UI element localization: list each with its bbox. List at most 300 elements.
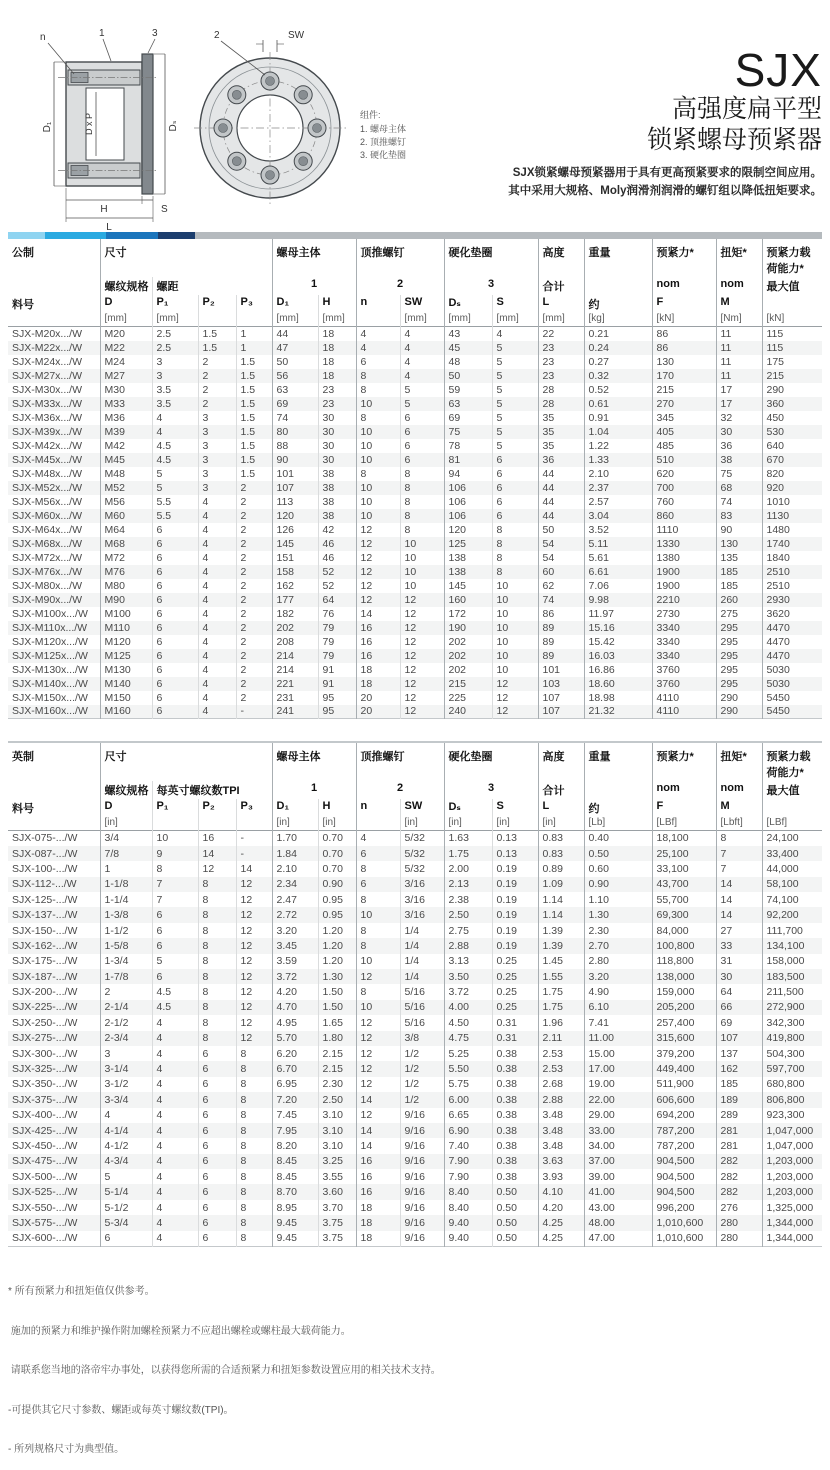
value-cell: 1.96 [538,1015,584,1030]
value-cell: 8 [236,1184,272,1199]
value-cell: 29.00 [584,1108,652,1123]
value-cell: 2 [236,677,272,691]
value-cell: 115 [762,341,822,355]
header-preload-group: 预紧力* [652,239,716,277]
value-cell: 4-1/4 [100,1123,152,1138]
value-cell: 2 [236,579,272,593]
value-cell: 89 [538,635,584,649]
value-cell: 530 [762,425,822,439]
table-row [8,467,822,481]
value-cell: 5 [400,397,444,411]
value-cell: 6.95 [272,1077,318,1092]
table-row [8,383,822,397]
value-cell: 996,200 [652,1200,716,1215]
value-cell: 1.5 [236,411,272,425]
value-cell: 10 [492,607,538,621]
value-cell: 34.00 [584,1138,652,1153]
value-cell: 30 [318,439,356,453]
label-l: L [106,222,112,232]
value-cell: 4470 [762,649,822,663]
value-cell: 8 [198,969,236,984]
value-cell: 14 [716,892,762,907]
product-description [508,165,822,201]
table-row [8,1077,822,1092]
value-cell: M110 [100,621,152,635]
value-cell: 113 [272,495,318,509]
value-cell: 4 [198,579,236,593]
unit-cell: [Nm] [716,313,762,327]
part-number-cell: SJX-M160x.../W [12,705,88,718]
value-cell: 787,200 [652,1138,716,1153]
value-cell: 9.98 [584,593,652,607]
value-cell: 91 [318,663,356,677]
value-cell: 45 [444,341,492,355]
part-number-cell: SJX-M30x.../W [12,383,83,396]
value-cell: 6.20 [272,1046,318,1061]
value-cell: 12 [356,537,400,551]
value-cell: 33,400 [762,846,822,861]
value-cell: 62 [538,579,584,593]
value-cell: 208 [272,635,318,649]
value-cell: 9/16 [400,1200,444,1215]
value-cell: 35 [538,439,584,453]
unit-cell: [mm] [272,313,318,327]
value-cell: 0.38 [492,1169,538,1184]
value-cell: 4.95 [272,1015,318,1030]
legend-item: 1. 螺母主体 [360,124,407,134]
value-cell: 3.48 [538,1108,584,1123]
value-cell: 1900 [652,579,716,593]
table-row [8,327,822,341]
value-cell: 2.15 [318,1046,356,1061]
value-cell: 2210 [652,593,716,607]
value-cell: 214 [272,663,318,677]
value-cell: 3.13 [444,954,492,969]
value-cell: 3.10 [318,1138,356,1153]
unit-cell: [Lb] [584,817,652,831]
value-cell: 12 [400,635,444,649]
value-cell: 88 [272,439,318,453]
value-cell: 2 [198,369,236,383]
header-tpi: 每英寸螺纹数TPI [152,781,272,799]
value-cell: 2.68 [538,1077,584,1092]
header-system: 英制 [12,751,34,763]
section-view-drawing [40,28,179,232]
table-row [8,593,822,607]
value-cell: 485 [652,439,716,453]
value-cell: 69 [444,411,492,425]
value-cell: 12 [356,1015,400,1030]
header-blank [584,277,652,295]
unit-cell: [in] [492,817,538,831]
value-cell: M100 [100,607,152,621]
value-cell: 202 [444,649,492,663]
value-cell: 1,203,000 [762,1169,822,1184]
unit-blank [8,313,100,327]
value-cell: 182 [272,607,318,621]
part-number-cell: SJX-M22x.../W [12,341,83,354]
value-cell: 16 [356,649,400,663]
value-cell: 30 [716,425,762,439]
value-cell: 12 [492,677,538,691]
value-cell: 6.00 [444,1092,492,1107]
value-cell: 5 [492,425,538,439]
value-cell: 2.88 [538,1092,584,1107]
imperial-table-header [8,743,822,831]
value-cell: 106 [444,481,492,495]
label-part3: 3 [152,28,158,39]
value-cell: 30 [716,969,762,984]
value-cell: 1,047,000 [762,1123,822,1138]
value-cell: 22.00 [584,1092,652,1107]
value-cell: 6 [400,453,444,467]
header-col-M: M [716,799,762,817]
value-cell: 158 [272,565,318,579]
value-cell: M48 [100,467,152,481]
value-cell: 30 [318,453,356,467]
value-cell: 3.10 [318,1123,356,1138]
header-col-H: H [318,799,356,817]
value-cell: 6 [152,705,198,719]
value-cell: M64 [100,523,152,537]
value-cell: 6 [400,425,444,439]
value-cell: 1/2 [400,1061,444,1076]
value-cell: 2 [198,355,236,369]
value-cell: 280 [716,1215,762,1230]
value-cell: 3.20 [584,969,652,984]
value-cell: 1380 [652,551,716,565]
value-cell: 8 [236,1123,272,1138]
value-cell: 3.45 [272,938,318,953]
part-number-cell: SJX-M42x.../W [12,439,83,452]
value-cell: 33 [716,938,762,953]
value-cell: 8 [356,467,400,481]
part-number-cell: SJX-200-.../W [12,986,78,999]
value-cell: 4 [152,1092,198,1107]
value-cell: 6 [492,467,538,481]
table-row [8,938,822,953]
value-cell: 69 [716,1015,762,1030]
value-cell: 6 [152,523,198,537]
label-h: H [100,204,108,215]
header-col-max [762,295,822,313]
header-callout-2: 2 [356,277,444,295]
value-cell: 89 [538,649,584,663]
value-cell: 0.19 [492,877,538,892]
value-cell: 12 [236,1031,272,1046]
value-cell: 24,100 [762,831,822,846]
value-cell: 44 [538,481,584,495]
value-cell: 69,300 [652,907,716,922]
value-cell: 2 [236,663,272,677]
part-number-cell: SJX-M76x.../W [12,565,83,578]
value-cell: 5-1/4 [100,1184,152,1199]
value-cell: 3.75 [318,1215,356,1230]
value-cell: 1840 [762,551,822,565]
value-cell: 11 [716,355,762,369]
value-cell: 4 [198,523,236,537]
value-cell: 6 [152,649,198,663]
value-cell: 1.5 [236,355,272,369]
value-cell: 0.70 [318,831,356,846]
value-cell: 3 [198,453,236,467]
value-cell: 1/2 [400,1046,444,1061]
value-cell: 5 [100,1169,152,1184]
header-max: 最大值 [762,781,822,799]
drawing-svg [8,24,438,232]
value-cell: 125 [444,537,492,551]
value-cell: 68 [716,481,762,495]
value-cell: 145 [444,579,492,593]
table-row [8,481,822,495]
value-cell: 3760 [652,677,716,691]
value-cell: 4-1/2 [100,1138,152,1153]
value-cell: 9/16 [400,1108,444,1123]
value-cell: 1.22 [584,439,652,453]
value-cell: 1.55 [538,969,584,984]
value-cell: 1,344,000 [762,1215,822,1230]
value-cell: 56 [272,369,318,383]
value-cell: 16 [356,621,400,635]
value-cell: 2 [236,523,272,537]
value-cell: 18 [318,327,356,341]
unit-cell: [mm] [538,313,584,327]
value-cell: 2.34 [272,877,318,892]
value-cell: 8 [236,1200,272,1215]
value-cell: 2 [236,593,272,607]
value-cell: 860 [652,509,716,523]
value-cell: 1.5 [236,369,272,383]
value-cell: M27 [100,369,152,383]
value-cell: 6 [152,635,198,649]
part-number-cell: SJX-M130x.../W [12,663,88,676]
part-number-cell: SJX-M36x.../W [12,411,83,424]
unit-cell: [mm] [400,313,444,327]
value-cell: 2.15 [318,1061,356,1076]
value-cell: 1330 [652,537,716,551]
value-cell: 0.25 [492,984,538,999]
value-cell: 240 [444,705,492,719]
value-cell: 1.14 [538,907,584,922]
part-number-cell: SJX-M60x.../W [12,509,83,522]
label-dxp: D x P [84,112,94,136]
value-cell: 33,100 [652,861,716,876]
value-cell: 3760 [652,663,716,677]
label-n: n [40,32,46,43]
value-cell: 0.38 [492,1077,538,1092]
value-cell: 118,800 [652,954,716,969]
value-cell: 6 [198,1200,236,1215]
unit-cell: [mm] [100,313,152,327]
value-cell: 5450 [762,691,822,705]
value-cell: 597,700 [762,1061,822,1076]
value-cell: 231 [272,691,318,705]
value-cell: 1.70 [272,831,318,846]
value-cell: 35 [538,425,584,439]
value-cell: 20 [356,705,400,719]
value-cell: 3-3/4 [100,1092,152,1107]
value-cell: 6 [152,969,198,984]
value-cell: 0.25 [492,954,538,969]
value-cell: 4 [152,1077,198,1092]
value-cell: 3.59 [272,954,318,969]
part-number-cell: SJX-M33x.../W [12,397,83,410]
header-col-n: n [356,295,400,313]
value-cell: 5.61 [584,551,652,565]
value-cell: 47.00 [584,1231,652,1246]
value-cell: 3-1/4 [100,1061,152,1076]
table-row [8,579,822,593]
value-cell: 6 [400,411,444,425]
part-number-cell: SJX-M56x.../W [12,495,83,508]
value-cell: 12 [356,1077,400,1092]
value-cell: 134,100 [762,938,822,953]
header-nut-body-group: 螺母主体 [272,239,356,277]
value-cell: 38 [318,467,356,481]
value-cell: 17 [716,397,762,411]
value-cell: 1.5 [236,467,272,481]
value-cell: 1.5 [236,439,272,453]
value-cell: 5 [492,341,538,355]
table-row [8,453,822,467]
value-cell: 3 [152,355,198,369]
value-cell: 0.91 [584,411,652,425]
value-cell: 14 [356,1092,400,1107]
value-cell: 38 [318,495,356,509]
value-cell: 1.50 [318,1000,356,1015]
value-cell: 14 [356,1123,400,1138]
footnotes [8,1259,822,1470]
value-cell: 8 [236,1231,272,1246]
value-cell: 12 [492,691,538,705]
header-height-group: 高度 [538,239,584,277]
table-row [8,1184,822,1199]
table-row [8,523,822,537]
value-cell: 94 [444,467,492,481]
part-number-cell: SJX-137-.../W [12,909,78,922]
header-total: 合计 [538,277,584,295]
value-cell: 44 [538,495,584,509]
value-cell: 5 [492,369,538,383]
value-cell: 0.61 [584,397,652,411]
header-col-P1: P₁ [152,295,198,313]
value-cell: 185 [716,565,762,579]
table-row [8,663,822,677]
value-cell: 4 [492,327,538,341]
value-cell: 8 [400,467,444,481]
value-cell: - [236,831,272,846]
value-cell: 10 [400,537,444,551]
value-cell: 6 [198,1215,236,1230]
value-cell: M150 [100,691,152,705]
value-cell: 4 [152,1184,198,1199]
value-cell: 1.5 [198,327,236,341]
value-cell: 0.40 [584,831,652,846]
value-cell: 18 [318,369,356,383]
part-number-cell: SJX-M120x.../W [12,635,88,648]
part-number-cell: SJX-M140x.../W [12,677,88,690]
value-cell: 8.40 [444,1184,492,1199]
value-cell: 23 [538,369,584,383]
table-row [8,649,822,663]
value-cell: 7.06 [584,579,652,593]
part-number-cell: SJX-M90x.../W [12,593,83,606]
value-cell: 17 [716,383,762,397]
value-cell: 419,800 [762,1031,822,1046]
value-cell: 10 [492,663,538,677]
value-cell: 3340 [652,621,716,635]
value-cell: 2930 [762,593,822,607]
value-cell: 95 [318,691,356,705]
value-cell: 6.10 [584,1000,652,1015]
value-cell: 2.10 [272,861,318,876]
value-cell: 7.45 [272,1108,318,1123]
value-cell: 130 [716,537,762,551]
value-cell: 3 [198,411,236,425]
header-preload-group: 预紧力* [652,743,716,781]
value-cell: 8 [198,984,236,999]
value-cell: 0.50 [492,1231,538,1246]
value-cell: 79 [318,621,356,635]
value-cell: 11.97 [584,607,652,621]
part-number-cell: SJX-M68x.../W [12,537,83,550]
value-cell: 12 [356,523,400,537]
value-cell: 8 [198,1031,236,1046]
value-cell: 5450 [762,705,822,719]
value-cell: 0.90 [318,877,356,892]
part-number-cell: SJX-325-.../W [12,1063,78,1076]
value-cell: 4 [198,551,236,565]
header-blank [8,277,100,295]
header-col-P2: P₂ [198,295,236,313]
value-cell: 2.30 [318,1077,356,1092]
value-cell: 3 [198,425,236,439]
label-sw: SW [288,30,305,41]
unit-cell: [kN] [652,313,716,327]
value-cell: 1.45 [538,954,584,969]
header-col-M: M [716,295,762,313]
value-cell: 4 [400,327,444,341]
value-cell: 12 [356,1108,400,1123]
value-cell: 4.00 [444,1000,492,1015]
value-cell: 18 [318,355,356,369]
value-cell: 18 [318,341,356,355]
value-cell: 83 [716,509,762,523]
value-cell: 6 [152,621,198,635]
value-cell: 37.00 [584,1154,652,1169]
value-cell: 2.47 [272,892,318,907]
value-cell: 4470 [762,635,822,649]
value-cell: 12 [400,691,444,705]
value-cell: 8 [356,411,400,425]
value-cell: 290 [762,383,822,397]
value-cell: 39.00 [584,1169,652,1184]
value-cell: 8.20 [272,1138,318,1153]
value-cell: 162 [272,579,318,593]
value-cell: 15.00 [584,1046,652,1061]
value-cell: 5.50 [444,1061,492,1076]
table-row [8,846,822,861]
value-cell: 16 [356,1184,400,1199]
value-cell: 2.10 [584,467,652,481]
value-cell: - [236,846,272,861]
table-row [8,537,822,551]
value-cell: 606,600 [652,1092,716,1107]
value-cell: 8 [400,481,444,495]
header-washer-group: 硬化垫圈 [444,239,538,277]
value-cell: 275 [716,607,762,621]
value-cell: 4.20 [538,1200,584,1215]
